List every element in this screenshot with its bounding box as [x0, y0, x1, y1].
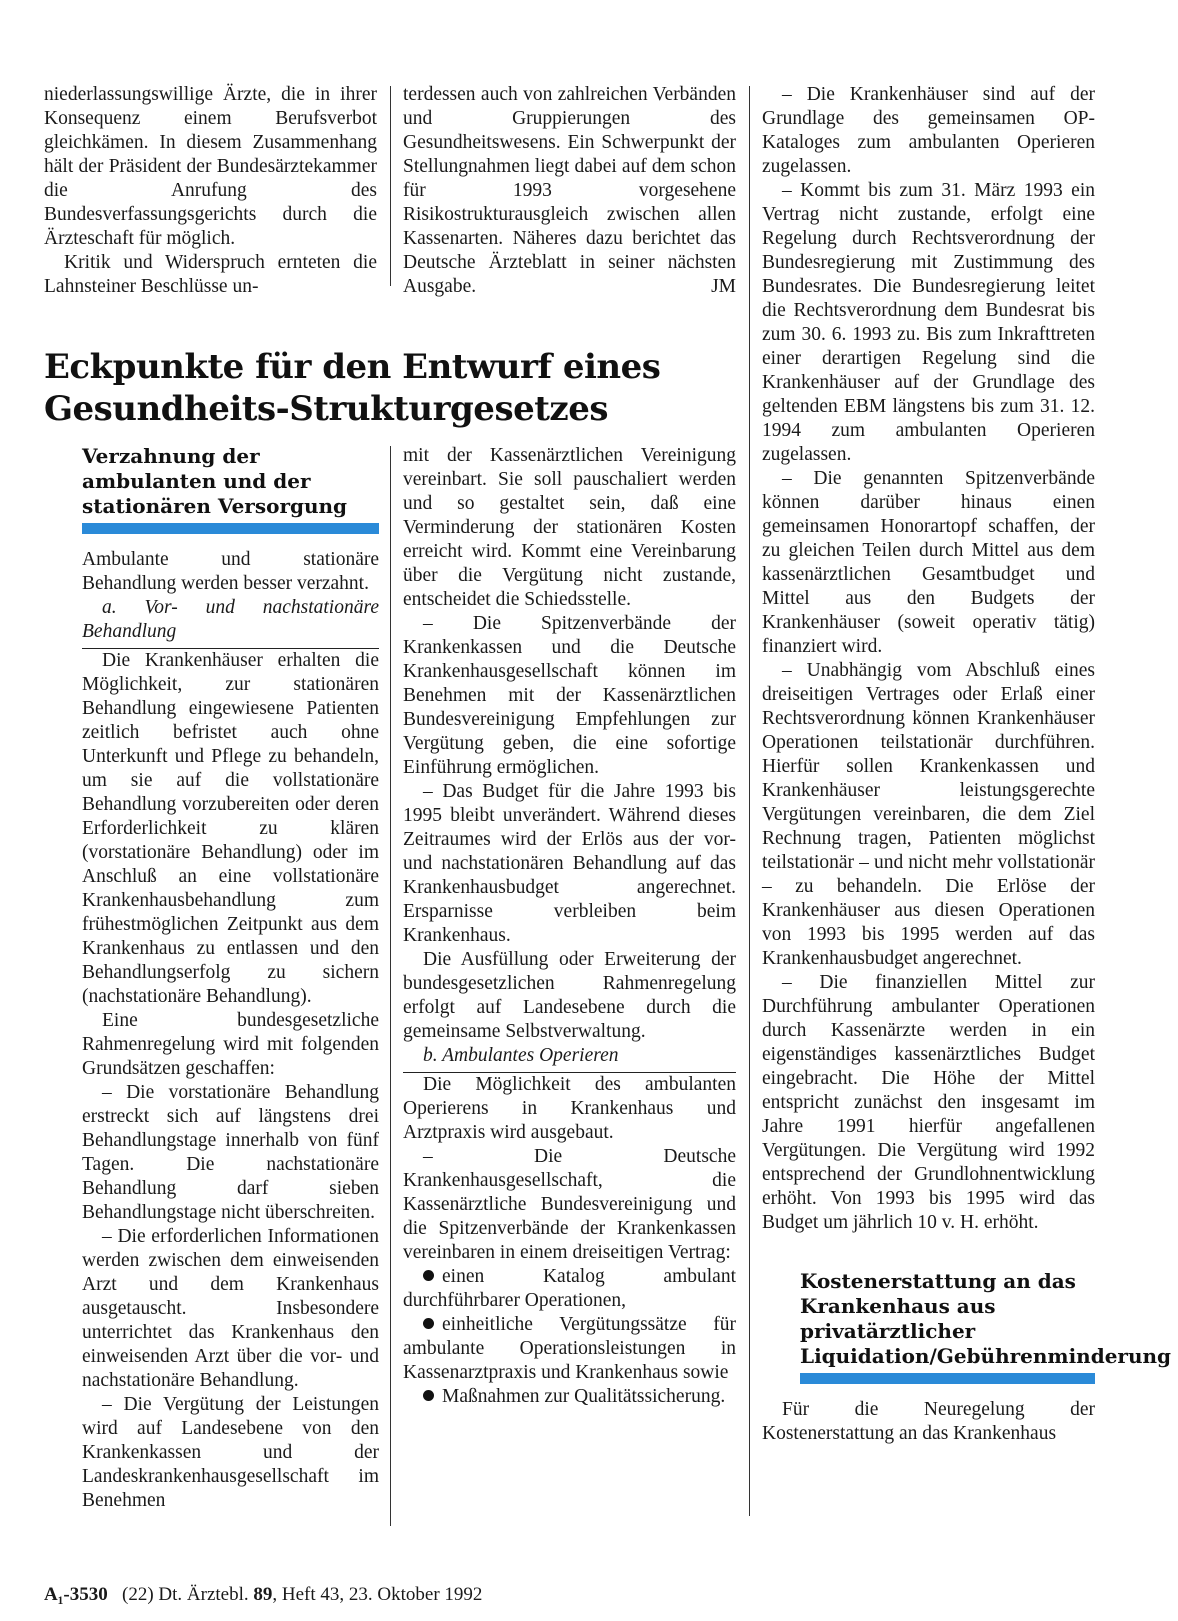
paragraph: niederlassungswillige Ärzte, die in ihrer Konsequenz einem Berufsverbot gleichkämen. In diesem Zusammenhang hält der Präsident der Bundesärztekammer die Anrufung des Bundesverfassungsgerichts durch die Ärzteschaft für möglich.: [44, 84, 377, 249]
paragraph: – Die Vergütung der Leistungen wird auf Landesebene von den Krankenkassen und der Landeskrankenhausgesellschaft im Benehmen: [82, 1394, 379, 1511]
paragraph: – Die genannten Spitzenverbände können darüber hinaus einen gemeinsamen Honorartopf schaffen, der zu gleichen Teilen durch Mittel aus dem kassenärztlichen Gesamtbudget und Mittel aus den Budgets der Krankenhäuser (soweit operativ tätig) finanziert wird.: [762, 468, 1095, 657]
section-heading: Kostenerstattung an das Krankenhaus aus privatärztlicher Liquidation/Gebührenminderung: [800, 1269, 1172, 1368]
journal-name: (22) Dt. Ärztebl.: [122, 1584, 249, 1605]
paragraph: – Die vorstationäre Behandlung erstreckt sich auf längstens drei Behandlungstage innerhalb von fünf Tagen. Die nachstationäre Behandlung darf sieben Behandlungstage nicht überschreiten.: [82, 1082, 379, 1223]
paragraph: – Die erforderlichen Informationen werden zwischen dem einweisenden Arzt und dem Krankenhaus ausgetauscht. Insbesondere unterrichtet das Krankenhaus den einweisenden Arzt über die vor- und nachstationäre Behandlung.: [82, 1226, 379, 1391]
paragraph: Die Ausfüllung oder Erweiterung der bundesgesetzlichen Rahmenregelung erfolgt auf Landesebene durch die gemeinsame Selbstverwaltung.: [403, 949, 736, 1042]
section-heading: Verzahnung der ambulanten und der stationären Versorgung: [82, 444, 348, 518]
subsection-heading-b: b. Ambulantes Operieren: [403, 1044, 736, 1073]
list-item-text: einheitliche Vergütungssätze für ambulante Operationsleistungen in Kassenarztpraxis und Krankenhaus sowie: [403, 1314, 736, 1383]
paragraph: – Die Krankenhäuser sind auf der Grundlage des gemeinsamen OP-Kataloges zum ambulanten Operieren zugelassen.: [762, 84, 1095, 177]
accent-bar: [82, 523, 379, 534]
paragraph: terdessen auch von zahlreichen Verbänden und Gruppierungen des Gesundheitswesens. Ein Schwerpunkt der Stellungnahmen liegt dabei auf dem schon für 1993 vorgesehene Risikostrukturausgleich zwischen allen Kassenarten. Näheres dazu berichtet das Deutsche Ärzteblatt in seiner nächsten Ausgabe.: [403, 84, 736, 297]
intro-paragraph: Ambulante und stationäre Behandlung werden besser verzahnt.: [82, 549, 379, 594]
top-column-1: [44, 83, 377, 299]
paragraph: – Die Deutsche Krankenhausgesellschaft, die Kassenärztliche Bundesvereinigung und die Spitzenverbände der Krankenkassen vereinbaren in einem dreiseitigen Vertrag:: [403, 1146, 736, 1263]
page-code: A₁-3530: [44, 1584, 108, 1605]
list-item-text: einen Katalog ambulant durchführbarer Operationen,: [403, 1266, 736, 1311]
column-divider: [390, 446, 391, 1526]
paragraph: – Die finanziellen Mittel zur Durchführung ambulanter Operationen durch Kassenärzte werden in ein eigenständiges kassenärztliches Budget eingebracht. Die Höhe der Mittel entspricht zunächst den insgesamt im Jahre 1991 hierfür angefallenen Vergütungen. Die Vergütung wird 1992 entsprechend der Grundlohnentwicklung erhöht. Von 1993 bis 1995 wird das Budget um jährlich 10 v. H. erhöht.: [762, 972, 1095, 1233]
paragraph: mit der Kassenärztlichen Vereinigung vereinbart. Sie soll pauschaliert werden und so gestaltet sein, daß eine Verminderung der stationären Kosten erreicht wird. Kommt eine Vereinbarung über die Vergütung nicht zustande, entscheidet die Schiedsstelle.: [403, 445, 736, 610]
accent-bar: [800, 1373, 1095, 1384]
article-headline: Eckpunkte für den Entwurf eines Gesundheits-Strukturgesetzes: [44, 347, 661, 429]
page-footer: [44, 1584, 482, 1606]
paragraph: Die Krankenhäuser erhalten die Möglichkeit, zur stationären Behandlung eingewiesene Patienten zeitlich befristet auch ohne Unterkunft und Pflege zu behandeln, um sie auf die vollstationäre Behandlung vorzubereiten oder deren Erforderlichkeit zu klären (vorstationäre Behandlung) oder im Anschluß an eine vollstationäre Krankenhausbehandlung zum frühestmöglichen Zeitpunkt aus dem Krankenhaus zu entlassen und den Behandlungserfolg zu sichern (nachstationäre Behandlung).: [82, 650, 379, 1007]
paragraph: Kritik und Widerspruch ernteten die Lahnsteiner Beschlüsse un-: [44, 252, 377, 297]
paragraph: Für die Neuregelung der Kostenerstattung an das Krankenhaus: [762, 1399, 1095, 1444]
bullet-icon: [423, 1318, 434, 1329]
paragraph: – Die Spitzenverbände der Krankenkassen und die Deutsche Krankenhausgesellschaft können im Benehmen mit der Kassenärztlichen Bundesvereinigung Empfehlungen zur Vergütung geben, die eine sofortige Einführung ermöglichen.: [403, 613, 736, 778]
section-2-heading-block: [762, 1269, 1172, 1384]
column-divider: [749, 86, 750, 1516]
list-item-text: Maßnahmen zur Qualitätssicherung.: [442, 1386, 726, 1407]
column-divider: [390, 86, 391, 286]
paragraph: Die Möglichkeit des ambulanten Operierens in Krankenhaus und Arztpraxis wird ausgebaut.: [403, 1074, 736, 1143]
paragraph: Eine bundesgesetzliche Rahmenregelung wird mit folgenden Grundsätzen geschaffen:: [82, 1010, 379, 1079]
bullet-icon: [423, 1390, 434, 1401]
subsection-heading-a: a. Vor- und nachstationäre Behandlung: [82, 596, 379, 649]
issue-date: , Heft 43, 23. Oktober 1992: [272, 1584, 483, 1605]
list-item: [403, 1265, 736, 1313]
top-column-2: [403, 83, 736, 299]
paragraph: – Das Budget für die Jahre 1993 bis 1995 bleibt unverändert. Während dieses Zeitraumes wird der Erlös aus der vor- und nachstationären Behandlung auf das Krankenhausbudget angerechnet. Ersparnisse verbleiben beim Krankenhaus.: [403, 781, 736, 946]
list-item: [403, 1313, 736, 1385]
column-3: [762, 83, 1172, 1446]
section-column-1: [82, 444, 379, 1513]
bullet-icon: [423, 1270, 434, 1281]
volume-number: 89: [253, 1584, 273, 1605]
paragraph: – Unabhängig vom Abschluß eines dreiseitigen Vertrages oder Erlaß einer Rechtsverordnung können Krankenhäuser Operationen teilstationär durchführen. Hierfür sollen Krankenkassen und Krankenhäuser leistungsgerechte Vergütungen vereinbaren, die dem Ziel Rechnung tragen, Patienten möglichst teilstationär – und nicht mehr vollstationär – zu behandeln. Die Erlöse der Krankenhäuser aus diesen Operationen von 1993 bis 1995 werden auf das Krankenhausbudget angerechnet.: [762, 660, 1095, 969]
list-item: [403, 1385, 736, 1409]
author-initials: JM: [711, 276, 736, 297]
section-column-2: [403, 444, 736, 1409]
paragraph: – Kommt bis zum 31. März 1993 ein Vertrag nicht zustande, erfolgt eine Regelung durch Rechtsverordnung der Bundesregierung mit Zustimmung des Bundesrates. Die Bundesregierung leitet die Rechtsverordnung dem Bundesrat bis zum 30. 6. 1993 zu. Bis zum Inkrafttreten einer derartigen Regelung sind die Krankenhäuser auf der Grundlage des geltenden EBM längstens bis zum 31. 12. 1994 zum ambulanten Operieren zugelassen.: [762, 180, 1095, 465]
